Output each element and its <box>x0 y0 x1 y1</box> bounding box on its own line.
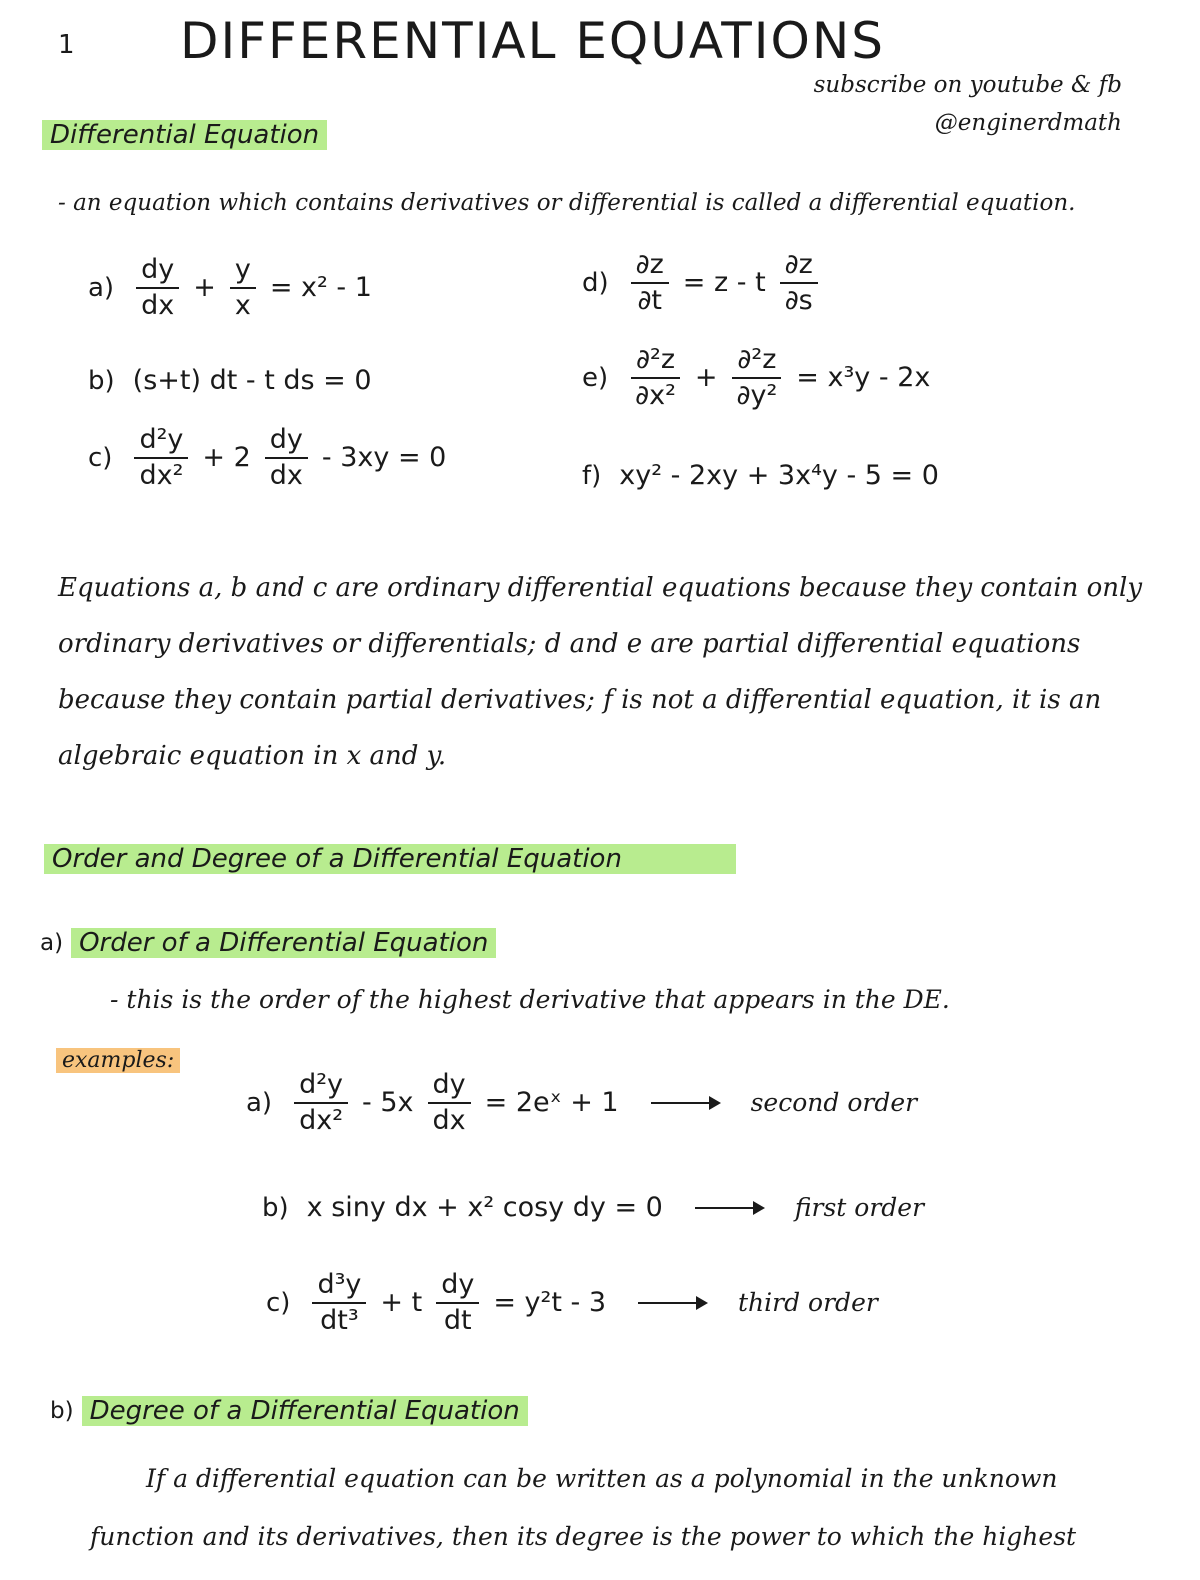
equation-label: a) <box>88 272 115 303</box>
order-example-c: c) $\frac{\text{d³y}}{\text{dt³}}$ + t $\frac{dy}{dt}$ = y²t - 3 third order <box>266 1269 878 1336</box>
order-heading: Order of a Differential Equation <box>71 928 496 958</box>
fraction: $\frac{\text{∂²z}}{\text{∂y²}}$ <box>732 345 783 410</box>
credit-line-handle: @enginerdmath <box>934 110 1122 136</box>
page-number: 1 <box>58 30 75 60</box>
order-result: first order <box>794 1193 925 1222</box>
order-result: second order <box>750 1088 918 1118</box>
arrow-right-icon <box>638 1302 706 1304</box>
examples-label: examples: <box>56 1048 180 1073</box>
order-definition: - this is the order of the highest derivative that appears in the DE. <box>110 985 950 1014</box>
equation-label: e) <box>582 362 609 393</box>
equation-c: c) $\frac{\text{d²y}}{\text{dx²}}$ + 2 $\frac{dy}{dx}$ - 3xy = 0 <box>88 424 447 491</box>
fraction: $\frac{\partial z}{\partial s}$ <box>780 250 818 315</box>
equation-f: f) xy² - 2xy + 3x⁴y - 5 = 0 <box>582 460 939 491</box>
equation-e: e) $\frac{\text{∂²z}}{\text{∂x²}}$ + $\frac{\text{∂²z}}{\text{∂y²}}$ = x³y - 2x <box>582 344 931 411</box>
section-heading-order-degree: Order and Degree of a Differential Equation <box>44 844 736 874</box>
fraction: $\frac{\text{d³y}}{\text{dt³}}$ <box>312 1270 366 1335</box>
credit-block <box>814 66 1122 142</box>
order-label: a) <box>40 930 64 956</box>
order-example-b: b) x siny dx + x² cosy dy = 0 first order <box>262 1192 925 1223</box>
equation-d: d) $\frac{\partial z}{\partial t}$ = z - t $\frac{\partial z}{\partial s}$ <box>582 250 822 315</box>
section-heading-differential-equation: Differential Equation <box>42 120 327 150</box>
degree-heading: Degree of a Differential Equation <box>82 1396 528 1426</box>
arrow-right-icon <box>695 1207 763 1209</box>
arrow-right-icon <box>651 1102 719 1104</box>
order-result: third order <box>738 1288 878 1318</box>
fraction: $\frac{\text{d²y}}{\text{dx²}}$ <box>294 1070 348 1135</box>
degree-label: b) <box>50 1398 74 1424</box>
equation-label: b) <box>88 365 115 396</box>
page-title: DIFFERENTIAL EQUATIONS <box>180 12 885 70</box>
order-heading-row <box>40 928 496 958</box>
fraction: $\frac{dy}{dx}$ <box>136 255 179 320</box>
fraction: $\frac{dy}{dt}$ <box>436 1270 479 1335</box>
fraction: $\frac{dy}{dx}$ <box>428 1070 471 1135</box>
equation-a: a) $\frac{dy}{dx}$ + $\frac{y}{x}$ = x² - 1 <box>88 254 372 321</box>
equation-label: f) <box>582 460 602 491</box>
degree-heading-row <box>50 1396 528 1426</box>
equation-b: b) (s+t) dt - t ds = 0 <box>88 365 372 396</box>
equation-label: c) <box>88 442 113 473</box>
fraction: $\frac{y}{x}$ <box>230 255 256 320</box>
order-example-a: a) $\frac{\text{d²y}}{\text{dx²}}$ - 5x $\frac{dy}{dx}$ = 2eˣ + 1 second order <box>246 1069 918 1136</box>
fraction: $\frac{\text{d²y}}{\text{dx²}}$ <box>134 425 188 490</box>
definition-text: - an equation which contains derivatives or differential is called a differential equation. <box>58 190 1076 216</box>
degree-text: If a differential equation can be written as a polynomial in the unknown function and its derivatives, then its degree is the power to which the highest <box>90 1464 1077 1551</box>
fraction: $\frac{dy}{dx}$ <box>265 425 308 490</box>
explanation-paragraph: Equations a, b and c are ordinary differential equations because they contain only ordinary derivatives or differentials; d and e are partial differential equations because they contain partial derivatives; f is not a differential equation, it is an algebraic equation in x and y. <box>58 573 1143 771</box>
fraction: $\frac{\partial z}{\partial t}$ <box>631 250 669 315</box>
fraction: $\frac{\text{∂²z}}{\text{∂x²}}$ <box>630 345 681 410</box>
equation-label: d) <box>582 267 609 298</box>
credit-line-subscribe: subscribe on youtube & fb <box>813 72 1122 98</box>
